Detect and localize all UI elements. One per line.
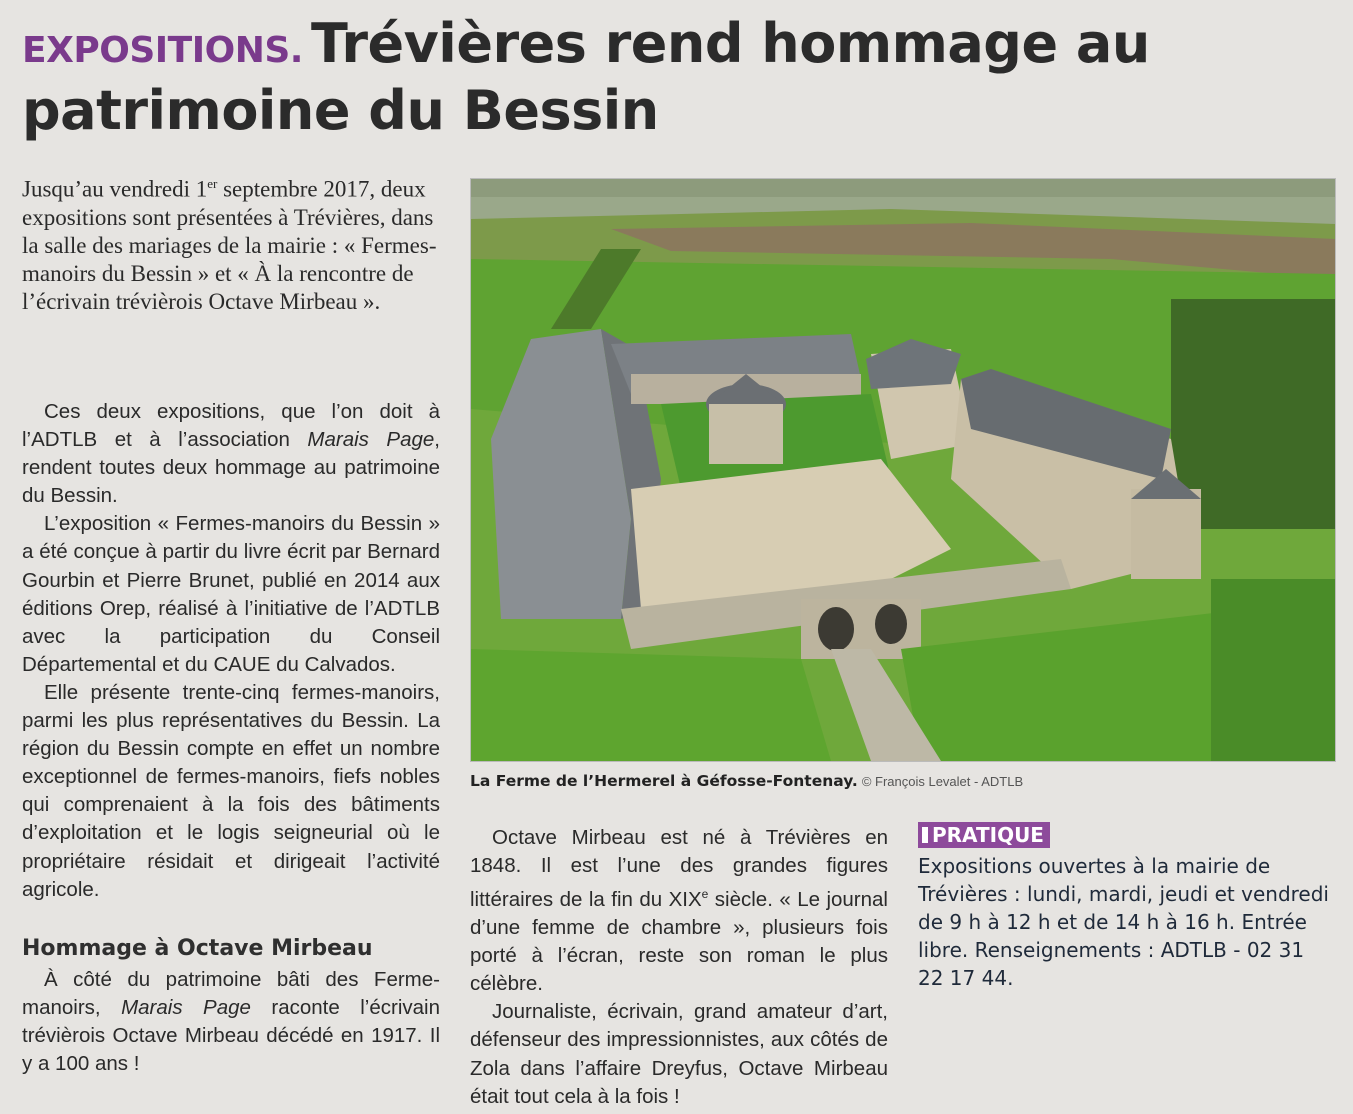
chapeau-superscript: er — [207, 176, 218, 191]
headline — [22, 14, 1322, 141]
text: Ces deux expositions, que l’on doit à l’ADTLB et à l’association — [22, 400, 440, 452]
text: , rendent toutes deux hommage au patrimoine du Bessin. — [22, 428, 440, 508]
photo-credit: © François Levalet - ADTLB — [861, 774, 1024, 789]
pratique-badge — [918, 822, 1050, 848]
badge-label: PRATIQUE — [932, 823, 1044, 847]
century-superscript: e — [701, 887, 709, 902]
chapeau — [22, 170, 442, 317]
chapeau-text-start: Jusqu’au vendredi 1 — [22, 176, 208, 202]
paragraph — [22, 398, 440, 510]
caption-text: La Ferme de l’Hermerel à Géfosse-Fontenay. — [470, 772, 858, 790]
paragraph: Journaliste, écrivain, grand amateur d’art, défenseur des impressionnistes, aux côtés de Zola dans l’affaire Dreyfus, Octave Mirbeau était tout cela à la fois ! — [470, 1000, 888, 1108]
aerial-photo — [470, 178, 1336, 762]
pratique-info: Expositions ouvertes à la mairie de Trévières : lundi, mardi, jeudi et vendredi de 9 h à 12 h et de 14 h à 16 h. Entrée libre. Renseignements : ADTLB - 02 31 22 17 44. — [918, 854, 1329, 990]
text: Octave Mirbeau est né à Trévières en 1848. Il est l’une des grandes figures littéraires de la fin du XIX — [470, 826, 888, 912]
subheading: Hommage à Octave Mirbeau — [22, 936, 373, 961]
badge-square-icon — [922, 827, 928, 843]
text: siècle. « Le journal d’une femme de chambre », plusieurs fois porté à l’écran, reste son roman le plus célèbre. — [470, 888, 888, 996]
association-name: Marais Page — [121, 996, 251, 1020]
paragraph: L’exposition « Fermes-manoirs du Bessin » a été conçue à partir du livre écrit par Bernard Gourbin et Pierre Brunet, publié en 2014 aux éditions Orep, réalisé à l’initiative de l’ADTLB avec la participation du Conseil Départemental et du CAUE du Calvados. — [22, 512, 440, 676]
text: À côté du patrimoine bâti des Ferme-manoirs, — [22, 968, 440, 1020]
headline-title: Trévières rend hommage au patrimoine du Bessin — [22, 12, 1150, 142]
paragraph — [22, 966, 440, 1078]
article-column-1 — [22, 398, 440, 904]
rubric: EXPOSITIONS. — [22, 30, 303, 71]
text: raconte l’écrivain trévièrois Octave Mirbeau décédé en 1917. Il y a 100 ans ! — [22, 996, 440, 1076]
paragraph — [470, 824, 888, 998]
association-name: Marais Page — [307, 428, 435, 452]
farm-manor-illustration — [471, 179, 1335, 761]
photo-caption — [470, 772, 1023, 791]
article-column-2 — [470, 824, 888, 1111]
chapeau-text-end: septembre 2017, deux expositions sont présentées à Trévières, dans la salle des mariages de la mairie : « Fermes-manoirs du Bessin » et « À la rencontre de l’écrivain trévièrois Octave Mirbeau ». — [22, 176, 437, 315]
paragraph: Elle présente trente-cinq fermes-manoirs, parmi les plus représentatives du Bessin. La région du Bessin compte en effet un nombre exceptionnel de fermes-manoirs, fiefs nobles qui comprenaient à la fois des bâtiments d’exploitation et le logis seigneurial où le propriétaire résidait et dirigeait l’activité agricole. — [22, 680, 440, 901]
article-column-3 — [22, 966, 440, 1078]
